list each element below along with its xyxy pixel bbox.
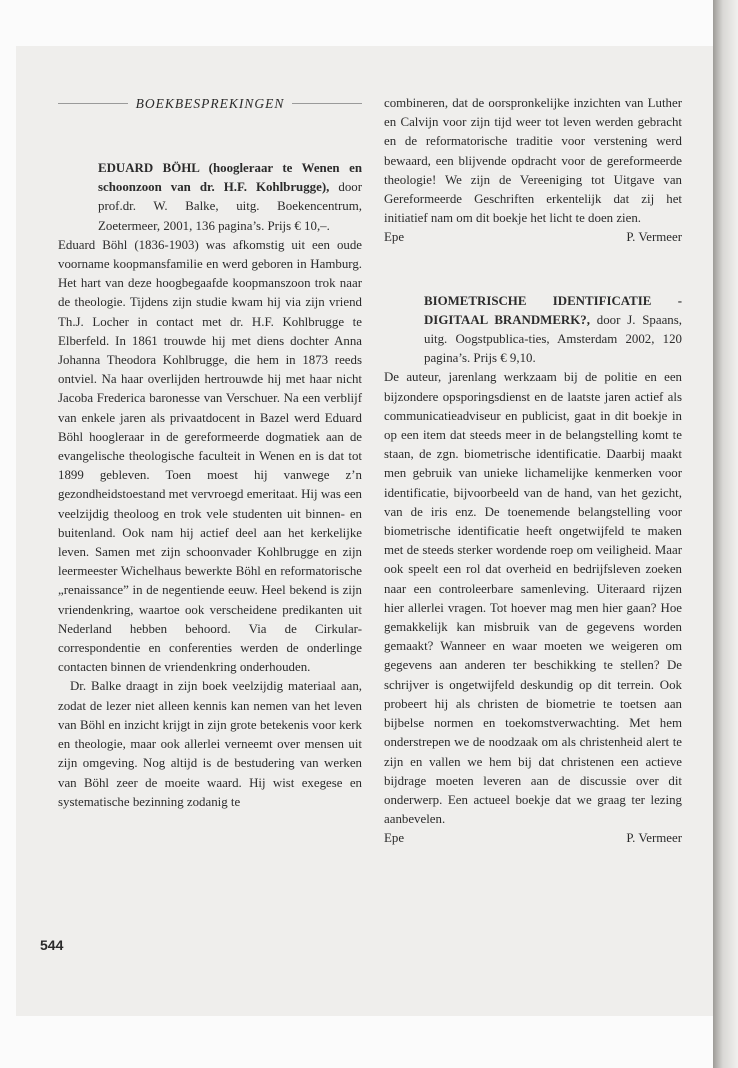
section-header [58, 94, 362, 113]
section-rule-left [58, 103, 128, 104]
review2-place: Epe [384, 831, 405, 846]
review1-author: P. Vermeer [626, 230, 682, 245]
review2-author: P. Vermeer [626, 831, 682, 846]
review1-heading [58, 159, 362, 236]
review-separator [384, 248, 682, 292]
review1-place: Epe [384, 230, 405, 245]
review1-title: EDUARD BÖHL (hoogleraar te Wenen en schoonzoon van dr. H.F. Kohlbrugge), [98, 161, 362, 195]
page-number: 544 [40, 937, 64, 953]
book-spine [713, 0, 738, 1068]
review1-continuation: combineren, dat de oorspronkelijke inzichten van Luther en Calvijn voor zijn tijd weer tot leven werden gebracht en de reformatorische traditie voor verstening werd bewaard, een blijvende opdracht voor de gereformeerde theologie! We zijn de Vereeniging tot Uitgave van Gereformeerde Geschriften erkentelijk dat zij het initiatief nam om dit boekje het licht te doen zien. [384, 96, 682, 226]
review2-heading [384, 292, 682, 369]
section-title: BOEKBESPREKINGEN [135, 95, 285, 111]
section-rule-right [292, 103, 362, 104]
review1-paragraph-1: Eduard Böhl (1836-1903) was afkomstig uit een oude voorname koopmansfamilie en werd geboren in Hamburg. Het hart van deze hoogbegaafde koopmanszoon trok naar de theologie. Tijdens zijn studie kwam hij via zijn vriend Th.J. Locher in contact met dr. H.F. Kohlbrugge te Elberfeld. In 1861 trouwde hij met diens dochter Anna Johanna Theodora Kohlbrugge, die hem in 1873 reeds ontviel. Na haar overlijden hertrouwde hij met haar nicht Jacoba Frederica baronesse van Verschuer. Na een verblijf van enkele jaren als privaatdocent in Bazel werd Eduard Böhl hoogleraar in de gereformeerde dogmatiek aan de evangelische theologische faculteit in Wenen en is dat tot 1899 gebleven. Toen moest hij vanwege z’n gezondheidstoestand met vervroegd emeritaat. Hij was een veelzijdig theoloog en trok vele studenten uit binnen- en buitenland. Ook nam hij actief deel aan het kerkelijke leven. Samen met zijn schoonvader Kohlbrugge en zijn leermeester Wichelhaus bewerkte Böhl en reformatorische „renaissance” in de negentiende eeuw. Heel bekend is zijn vriendenkring, waartoe ook verscheidene predikanten uit Nederland hebben behoord. Via de Cirkular-correspondentie en conferenties werden de onderlinge contacten binnen de vriendenkring onderhouden. [58, 237, 362, 675]
review2-signature [384, 829, 682, 848]
review1-signature [384, 228, 682, 247]
left-column [58, 94, 362, 812]
right-column [384, 94, 682, 849]
review1-paragraph-2: Dr. Balke draagt in zijn boek veelzijdig materiaal aan, zodat de lezer niet alleen kennis kan nemen van het leven van Böhl en inzicht krijgt in zijn grote betekenis voor kerk en theologie, maar ook allerlei verneemt over mensen uit zijn omgeving. Nog altijd is de bestudering van werken van Böhl zeer de moeite waard. Hij wist exegese en systematische bezinning zodanig te [58, 679, 362, 809]
review2-citation: door J. Spaans, uitg. Oogstpublica-ties, Amsterdam 2002, 120 pagina’s. Prijs € 9,10. [424, 312, 682, 366]
review2-paragraph-1: De auteur, jarenlang werkzaam bij de politie en een bijzondere opsporingsdienst en de laatste jaren actief als communicatieadviseur en publicist, gaat in dit boekje in op een item dat steeds meer in de belangstelling komt te staan, de zgn. biometrische identificatie. Daarbij maakt men gebruik van unieke lichamelijke kenmerken voor identificatie, bijvoorbeeld van de hand, van het gezicht, van de iris enz. De toenemende belangstelling voor biometrische identificatie heeft ongetwijfeld te maken met de steeds sterker wordende roep om veiligheid. Maar ook speelt een rol dat overheid en bedrijfsleven zoeken naar een controleerbare samenleving. Uiteraard rijzen hier allerlei vragen. Tot hoever mag men hier gaan? Hoe gemakkelijk kan misbruik van de gegevens worden gemaakt? Wanneer en waar moeten we weigeren om gegevens aan anderen ter beschikking te stellen? De schrijver is ongetwijfeld deskundig op dit terrein. Ook probeert hij als christen de biometrie te toetsen aan bijbelse normen en toekomstverwachting. Met hem onderstrepen we de noodzaak om als christenheid alert te zijn en vallen we hem bij dat christenen een actieve bijdrage moeten leveren aan de discussie over dit onderwerp. Een actueel boekje dat we graag ter lezing aanbevelen. [384, 370, 682, 827]
review2-title: BIOMETRISCHE IDENTIFICATIE - DIGITAAL BRANDMERK?, [424, 293, 682, 327]
review1-citation: door prof.dr. W. Balke, uitg. Boekencentrum, Zoetermeer, 2001, 136 pagina’s. Prijs € 10,–. [98, 180, 362, 233]
